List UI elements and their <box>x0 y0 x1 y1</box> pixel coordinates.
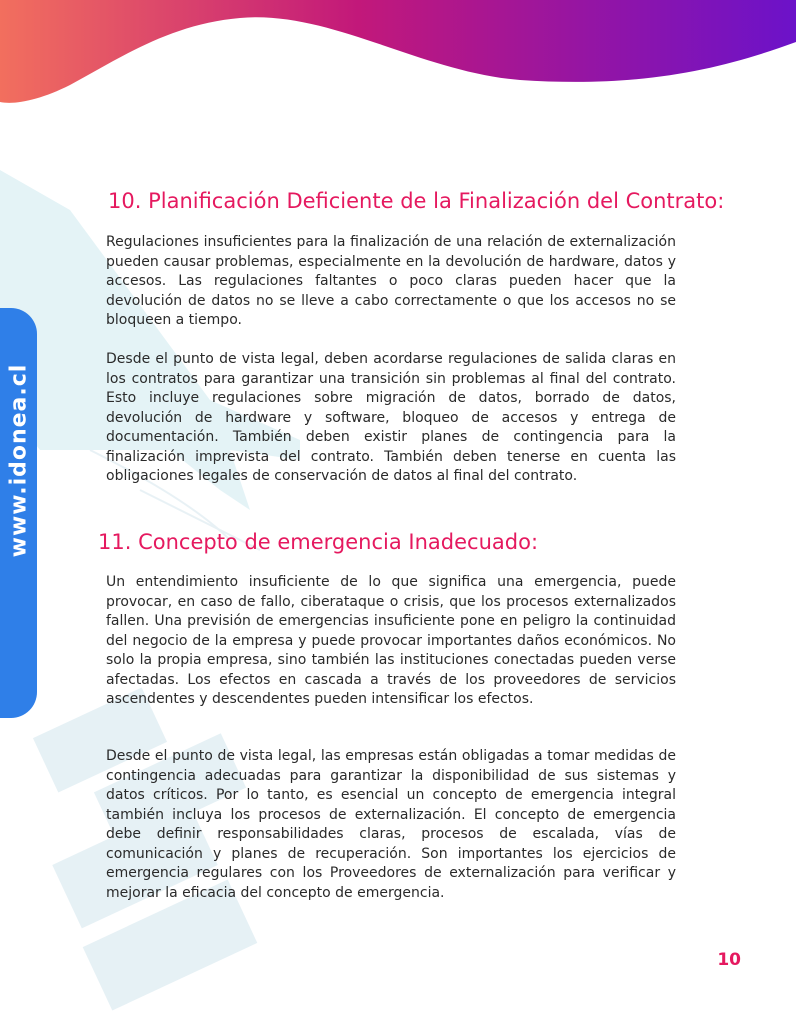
page-number: 10 <box>717 950 741 970</box>
website-url: www.idonea.cl <box>6 363 32 557</box>
section-11-paragraph-2: Desde el punto de vista legal, las empresas están obligadas a tomar medidas de contingencia adecuadas para garantizar la disponibilidad de sus sistemas y datos críticos. Por lo tanto, es esencial un concepto de emergencia integral también incluya los procesos de externalización. El concepto de emergencia debe definir responsabilidades claras, procesos de escalada, vías de comunicación y planes de recuperación. Son importantes los ejercicios de emergencia regulares con los Proveedores de externalización para verificar y mejorar la eficacia del concepto de emergencia. <box>106 748 676 901</box>
section-11-paragraph-1: Un entendimiento insuficiente de lo que significa una emergencia, puede provocar, en caso de fallo, ciberataque o crisis, que los procesos externalizados fallen. Una previsión de emergencias insuficiente pone en peligro la continuidad del negocio de la empresa y puede provocar importantes daños económicos. No solo la propia empresa, sino también las instituciones conectadas pueden verse afectadas. Los efectos en cascada a través de los proveedores de servicios ascendentes y descendentes pueden intensificar los efectos. <box>106 574 676 707</box>
section-title-10: 10. Planificación Deficiente de la Finalización del Contrato: <box>108 189 725 213</box>
website-link[interactable] <box>2 330 36 590</box>
section-10-paragraph-2: Desde el punto de vista legal, deben acordarse regulaciones de salida claras en los contratos para garantizar una transición sin problemas al final del contrato. Esto incluye regulaciones sobre migración de datos, borrado de datos, devolución de hardware y software, bloqueo de accesos y entrega de documentación. También deben existir planes de contingencia para la finalización imprevista del contrato. También deben tenerse en cuenta las obligaciones legales de conservación de datos al final del contrato. <box>106 351 676 484</box>
section-10-paragraph-1: Regulaciones insuficientes para la finalización de una relación de externalización pueden causar problemas, especialmente en la devolución de hardware, datos y accesos. Las regulaciones faltantes o poco claras pueden hacer que la devolución de datos no se lleve a cabo correctamente o que los accesos no se bloqueen a tiempo. <box>106 234 676 328</box>
section-title-11: 11. Concepto de emergencia Inadecuado: <box>98 530 539 554</box>
